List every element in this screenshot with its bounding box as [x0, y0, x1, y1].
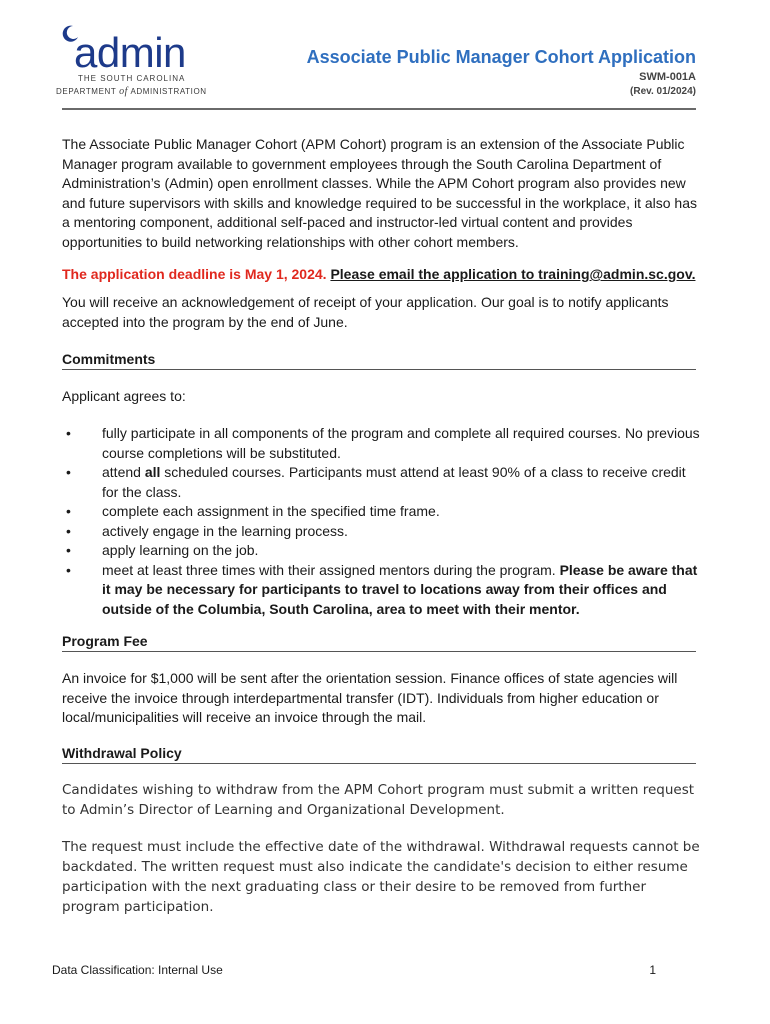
list-item: • complete each assignment in the specified time frame. [62, 502, 702, 522]
logo-wordmark: admin [74, 29, 186, 76]
list-item: • apply learning on the job. [62, 541, 702, 561]
list-item: • meet at least three times with their assigned mentors during the program. Please be aware that it may be necessary for participants to travel to locations away from their offices and outside of the Columbia, South Carolina, area to meet with their mentor. [66, 561, 698, 617]
withdrawal-policy-heading: Withdrawal Policy [62, 745, 696, 764]
acknowledgement-paragraph: You will receive an acknowledgement of receipt of your application. Our goal is to notify applicants accepted into the program by the end of June. [62, 294, 669, 330]
list-item: • fully participate in all components of the program and complete all required courses. No previous course completions will be substituted. [66, 425, 700, 461]
data-classification: Data Classification: Internal Use [52, 963, 223, 977]
logo-subtitle-line1: THE SOUTH CAROLINA [78, 74, 186, 83]
admin-logo [56, 24, 206, 102]
intro-paragraph: The Associate Public Manager Cohort (APM Cohort) program is an extension of the Associate Public Manager program available to government employees through the South Carolina Department of Administration’s (Admin) open enrollment classes. While the APM Cohort program also provides new and future supervisors with skills and knowledge required to be successful in the workplace, it also has a mentoring component, additional self-paced and instructor-led virtual content and provides opportunities to build networking relationships with other cohort members. [62, 136, 697, 250]
deadline-notice [62, 266, 695, 282]
program-fee-paragraph: An invoice for $1,000 will be sent after the orientation session. Finance offices of state agencies will receive the invoice through interdepartmental transfer (IDT). Individuals from higher education or local/municipalities will receive an invoice through the mail. [62, 670, 678, 725]
header-divider [62, 108, 696, 110]
email-instruction-link[interactable]: Please email the application to training@admin.sc.gov. [330, 266, 696, 282]
bullet-icon: • [66, 561, 71, 578]
form-code: SWM-001A [639, 71, 696, 83]
list-item: • actively engage in the learning process. [62, 522, 702, 542]
form-title: Associate Public Manager Cohort Application [306, 47, 696, 67]
logo-administration-text: ADMINISTRATION [130, 87, 207, 96]
bullet-icon: • [66, 522, 71, 539]
list-item: • attend all scheduled courses. Participants must attend at least 90% of a class to receive credit for the class. [66, 464, 686, 500]
commitments-lead: Applicant agrees to: [62, 388, 186, 404]
withdrawal-paragraph-1: Candidates wishing to withdraw from the APM Cohort program must submit a written request to Admin’s Director of Learning and Organizational Development. [62, 782, 695, 818]
commitments-list [62, 424, 702, 619]
bullet-icon: • [66, 425, 71, 441]
bullet-icon: • [66, 503, 71, 519]
withdrawal-paragraph-2: The request must include the effective date of the withdrawal. Withdrawal requests cannot be backdated. The written request must also indicate the candidate's decision to either resume participation with the next graduating class or their desire to be removed from further program participation. [62, 839, 700, 915]
page-number: 1 [649, 963, 656, 977]
deadline-date-text: The application deadline is May 1, 2024. [62, 266, 327, 282]
bullet-icon: • [66, 464, 71, 480]
program-fee-heading: Program Fee [62, 633, 696, 652]
logo-department-text: DEPARTMENT [56, 87, 117, 96]
logo-of-text: of [119, 86, 129, 97]
commitments-heading: Commitments [62, 351, 696, 370]
bullet-icon: • [66, 542, 71, 558]
logo-subtitle-line2 [56, 86, 207, 97]
form-revision: (Rev. 01/2024) [630, 86, 696, 97]
